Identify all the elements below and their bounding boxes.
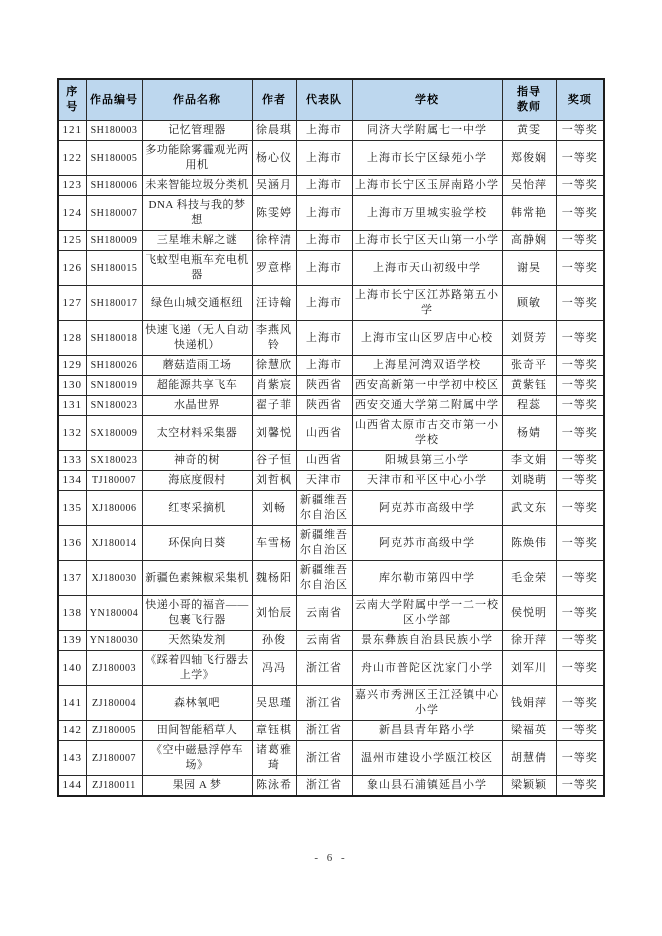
team-cell: 山西省: [296, 451, 352, 471]
author-cell: 陈泳希: [252, 776, 296, 797]
title-cell: 超能源共享飞车: [142, 376, 252, 396]
code-cell: XJ180006: [86, 491, 142, 526]
code-cell: ZJ180011: [86, 776, 142, 797]
table-row: [58, 651, 604, 686]
award-cell: 一等奖: [556, 631, 604, 651]
code-cell: ZJ180003: [86, 651, 142, 686]
award-cell: 一等奖: [556, 286, 604, 321]
title-cell: 蘑菇造雨工场: [142, 356, 252, 376]
title-cell: 水晶世界: [142, 396, 252, 416]
title-cell: 太空材料采集器: [142, 416, 252, 451]
serial-cell: 132: [58, 416, 86, 451]
table-row: [58, 686, 604, 721]
teacher-cell: 胡慧倩: [502, 741, 556, 776]
title-cell: 未来智能垃圾分类机: [142, 176, 252, 196]
teacher-cell: 韩常艳: [502, 196, 556, 231]
code-cell: SH180017: [86, 286, 142, 321]
teacher-cell: 侯悦明: [502, 596, 556, 631]
award-cell: 一等奖: [556, 686, 604, 721]
school-cell: 天津市和平区中心小学: [352, 471, 502, 491]
table-row: [58, 451, 604, 471]
team-cell: 上海市: [296, 321, 352, 356]
author-cell: 陈雯婷: [252, 196, 296, 231]
table-row: [58, 176, 604, 196]
table-row: [58, 286, 604, 321]
teacher-cell: 黄紫钰: [502, 376, 556, 396]
table-row: [58, 471, 604, 491]
school-cell: 西安高新第一中学初中校区: [352, 376, 502, 396]
school-cell: 阳城县第三小学: [352, 451, 502, 471]
title-cell: 果园 A 梦: [142, 776, 252, 797]
code-cell: YN180004: [86, 596, 142, 631]
school-cell: 阿克苏市高级中学: [352, 526, 502, 561]
awards-table-container: [57, 78, 605, 797]
author-cell: 吴思瑾: [252, 686, 296, 721]
award-cell: 一等奖: [556, 451, 604, 471]
table-row: [58, 321, 604, 356]
team-cell: 上海市: [296, 196, 352, 231]
table-row: [58, 631, 604, 651]
code-cell: ZJ180004: [86, 686, 142, 721]
team-cell: 浙江省: [296, 776, 352, 797]
title-cell: 神奇的树: [142, 451, 252, 471]
column-header-award: 奖项: [556, 79, 604, 121]
school-cell: 温州市建设小学瓯江校区: [352, 741, 502, 776]
table-row: [58, 376, 604, 396]
team-cell: 新疆维吾尔自治区: [296, 491, 352, 526]
teacher-cell: 杨婧: [502, 416, 556, 451]
serial-cell: 134: [58, 471, 86, 491]
author-cell: 翟子菲: [252, 396, 296, 416]
teacher-cell: 刘军川: [502, 651, 556, 686]
teacher-cell: 郑俊娴: [502, 141, 556, 176]
table-row: [58, 741, 604, 776]
code-cell: SH180007: [86, 196, 142, 231]
team-cell: 上海市: [296, 141, 352, 176]
teacher-cell: 黄雯: [502, 121, 556, 141]
team-cell: 浙江省: [296, 651, 352, 686]
award-cell: 一等奖: [556, 356, 604, 376]
teacher-cell: 刘晓萌: [502, 471, 556, 491]
title-cell: 环保向日葵: [142, 526, 252, 561]
teacher-cell: 钱娟萍: [502, 686, 556, 721]
author-cell: 冯冯: [252, 651, 296, 686]
team-cell: 新疆维吾尔自治区: [296, 561, 352, 596]
teacher-cell: 徐开萍: [502, 631, 556, 651]
table-row: [58, 561, 604, 596]
author-cell: 徐梓清: [252, 231, 296, 251]
team-cell: 上海市: [296, 286, 352, 321]
serial-cell: 126: [58, 251, 86, 286]
table-row: [58, 231, 604, 251]
title-cell: 天然染发剂: [142, 631, 252, 651]
award-cell: 一等奖: [556, 596, 604, 631]
award-cell: 一等奖: [556, 121, 604, 141]
team-cell: 上海市: [296, 231, 352, 251]
teacher-cell: 张奇平: [502, 356, 556, 376]
serial-cell: 141: [58, 686, 86, 721]
title-cell: 红枣采摘机: [142, 491, 252, 526]
teacher-cell: 谢昊: [502, 251, 556, 286]
table-row: [58, 356, 604, 376]
award-cell: 一等奖: [556, 651, 604, 686]
author-cell: 徐晨琪: [252, 121, 296, 141]
table-row: [58, 596, 604, 631]
title-cell: 飞蚊型电瓶车充电机器: [142, 251, 252, 286]
code-cell: SH180009: [86, 231, 142, 251]
award-cell: 一等奖: [556, 721, 604, 741]
school-cell: 西安交通大学第二附属中学: [352, 396, 502, 416]
serial-cell: 129: [58, 356, 86, 376]
school-cell: 上海市长宁区江苏路第五小学: [352, 286, 502, 321]
teacher-cell: 程蕊: [502, 396, 556, 416]
team-cell: 浙江省: [296, 741, 352, 776]
award-cell: 一等奖: [556, 231, 604, 251]
code-cell: SH180026: [86, 356, 142, 376]
award-cell: 一等奖: [556, 376, 604, 396]
school-cell: 同济大学附属七一中学: [352, 121, 502, 141]
author-cell: 杨心仪: [252, 141, 296, 176]
column-header-code: 作品编号: [86, 79, 142, 121]
title-cell: 海底度假村: [142, 471, 252, 491]
title-cell: 《踩着四轴飞行器去上学》: [142, 651, 252, 686]
teacher-cell: 李文娟: [502, 451, 556, 471]
title-cell: 快速飞递（无人自动快递机）: [142, 321, 252, 356]
table-row: [58, 526, 604, 561]
award-cell: 一等奖: [556, 776, 604, 797]
award-cell: 一等奖: [556, 416, 604, 451]
code-cell: SH180006: [86, 176, 142, 196]
serial-cell: 125: [58, 231, 86, 251]
school-cell: 库尔勒市第四中学: [352, 561, 502, 596]
serial-cell: 127: [58, 286, 86, 321]
teacher-cell: 高静娴: [502, 231, 556, 251]
code-cell: ZJ180007: [86, 741, 142, 776]
serial-cell: 133: [58, 451, 86, 471]
awards-table: [57, 78, 605, 797]
award-cell: 一等奖: [556, 251, 604, 286]
team-cell: 天津市: [296, 471, 352, 491]
serial-cell: 124: [58, 196, 86, 231]
title-cell: DNA 科技与我的梦想: [142, 196, 252, 231]
serial-cell: 135: [58, 491, 86, 526]
award-cell: 一等奖: [556, 321, 604, 356]
serial-cell: 128: [58, 321, 86, 356]
school-cell: 舟山市普陀区沈家门小学: [352, 651, 502, 686]
team-cell: 浙江省: [296, 686, 352, 721]
school-cell: 象山县石浦镇延昌小学: [352, 776, 502, 797]
team-cell: 上海市: [296, 356, 352, 376]
serial-cell: 121: [58, 121, 86, 141]
school-cell: 上海市长宁区天山第一小学: [352, 231, 502, 251]
serial-cell: 136: [58, 526, 86, 561]
author-cell: 李燕风铃: [252, 321, 296, 356]
serial-cell: 123: [58, 176, 86, 196]
school-cell: 上海市万里城实验学校: [352, 196, 502, 231]
school-cell: 山西省太原市古交市第一小学校: [352, 416, 502, 451]
school-cell: 云南大学附属中学一二一校区小学部: [352, 596, 502, 631]
teacher-cell: 顾敏: [502, 286, 556, 321]
author-cell: 肖紫宸: [252, 376, 296, 396]
code-cell: SN180023: [86, 396, 142, 416]
code-cell: XJ180014: [86, 526, 142, 561]
author-cell: 孙俊: [252, 631, 296, 651]
table-row: [58, 396, 604, 416]
team-cell: 云南省: [296, 596, 352, 631]
school-cell: 景东彝族自治县民族小学: [352, 631, 502, 651]
team-cell: 上海市: [296, 251, 352, 286]
award-cell: 一等奖: [556, 176, 604, 196]
table-row: [58, 721, 604, 741]
code-cell: SX180023: [86, 451, 142, 471]
team-cell: 陕西省: [296, 396, 352, 416]
author-cell: 章钰棋: [252, 721, 296, 741]
page-number: - 6 -: [314, 852, 348, 864]
table-row: [58, 416, 604, 451]
school-cell: 嘉兴市秀洲区王江泾镇中心小学: [352, 686, 502, 721]
title-cell: 绿色山城交通枢纽: [142, 286, 252, 321]
code-cell: SX180009: [86, 416, 142, 451]
serial-cell: 140: [58, 651, 86, 686]
author-cell: 诸葛雅琦: [252, 741, 296, 776]
author-cell: 谷子恒: [252, 451, 296, 471]
table-row: [58, 776, 604, 797]
table-row: [58, 196, 604, 231]
award-cell: 一等奖: [556, 471, 604, 491]
school-cell: 新昌县青年路小学: [352, 721, 502, 741]
author-cell: 刘畅: [252, 491, 296, 526]
team-cell: 上海市: [296, 121, 352, 141]
awards-table-body: [58, 121, 604, 797]
teacher-cell: 毛金荣: [502, 561, 556, 596]
award-cell: 一等奖: [556, 396, 604, 416]
team-cell: 上海市: [296, 176, 352, 196]
title-cell: 记忆管理器: [142, 121, 252, 141]
author-cell: 刘哲枫: [252, 471, 296, 491]
code-cell: SH180005: [86, 141, 142, 176]
code-cell: YN180030: [86, 631, 142, 651]
author-cell: 徐慧欣: [252, 356, 296, 376]
school-cell: 上海星河湾双语学校: [352, 356, 502, 376]
teacher-cell: 武文东: [502, 491, 556, 526]
code-cell: SN180019: [86, 376, 142, 396]
award-cell: 一等奖: [556, 526, 604, 561]
award-cell: 一等奖: [556, 561, 604, 596]
teacher-cell: 陈焕伟: [502, 526, 556, 561]
author-cell: 刘馨悦: [252, 416, 296, 451]
award-cell: 一等奖: [556, 196, 604, 231]
school-cell: 上海市天山初级中学: [352, 251, 502, 286]
code-cell: SH180018: [86, 321, 142, 356]
table-row: [58, 491, 604, 526]
school-cell: 上海市长宁区玉屏南路小学: [352, 176, 502, 196]
serial-cell: 131: [58, 396, 86, 416]
author-cell: 魏杨阳: [252, 561, 296, 596]
table-row: [58, 141, 604, 176]
author-cell: 罗意桦: [252, 251, 296, 286]
school-cell: 上海市宝山区罗店中心校: [352, 321, 502, 356]
column-header-author: 作者: [252, 79, 296, 121]
table-row: [58, 121, 604, 141]
code-cell: XJ180030: [86, 561, 142, 596]
team-cell: 陕西省: [296, 376, 352, 396]
title-cell: 森林氧吧: [142, 686, 252, 721]
author-cell: 车雪杨: [252, 526, 296, 561]
teacher-cell: 梁颖颖: [502, 776, 556, 797]
column-header-team: 代表队: [296, 79, 352, 121]
code-cell: SH180015: [86, 251, 142, 286]
team-cell: 云南省: [296, 631, 352, 651]
serial-cell: 144: [58, 776, 86, 797]
title-cell: 多功能除雾霾观光两用机: [142, 141, 252, 176]
code-cell: ZJ180005: [86, 721, 142, 741]
column-header-teacher: 指导教师: [502, 79, 556, 121]
column-header-serial: 序号: [58, 79, 86, 121]
serial-cell: 142: [58, 721, 86, 741]
title-cell: 《空中磁悬浮停车场》: [142, 741, 252, 776]
team-cell: 浙江省: [296, 721, 352, 741]
award-cell: 一等奖: [556, 491, 604, 526]
author-cell: 刘怡辰: [252, 596, 296, 631]
team-cell: 新疆维吾尔自治区: [296, 526, 352, 561]
author-cell: 吴涵月: [252, 176, 296, 196]
column-header-school: 学校: [352, 79, 502, 121]
serial-cell: 122: [58, 141, 86, 176]
serial-cell: 137: [58, 561, 86, 596]
title-cell: 三星堆未解之谜: [142, 231, 252, 251]
team-cell: 山西省: [296, 416, 352, 451]
award-cell: 一等奖: [556, 141, 604, 176]
code-cell: TJ180007: [86, 471, 142, 491]
title-cell: 田间智能稻草人: [142, 721, 252, 741]
teacher-cell: 梁福英: [502, 721, 556, 741]
serial-cell: 143: [58, 741, 86, 776]
table-header-row: [58, 79, 604, 121]
serial-cell: 130: [58, 376, 86, 396]
column-header-title: 作品名称: [142, 79, 252, 121]
award-cell: 一等奖: [556, 741, 604, 776]
serial-cell: 139: [58, 631, 86, 651]
school-cell: 阿克苏市高级中学: [352, 491, 502, 526]
teacher-cell: 刘贤芳: [502, 321, 556, 356]
title-cell: 新疆色素辣椒采集机: [142, 561, 252, 596]
teacher-cell: 吴怡萍: [502, 176, 556, 196]
school-cell: 上海市长宁区绿苑小学: [352, 141, 502, 176]
author-cell: 汪诗翰: [252, 286, 296, 321]
code-cell: SH180003: [86, 121, 142, 141]
table-row: [58, 251, 604, 286]
serial-cell: 138: [58, 596, 86, 631]
title-cell: 快递小哥的福音——包裹飞行器: [142, 596, 252, 631]
